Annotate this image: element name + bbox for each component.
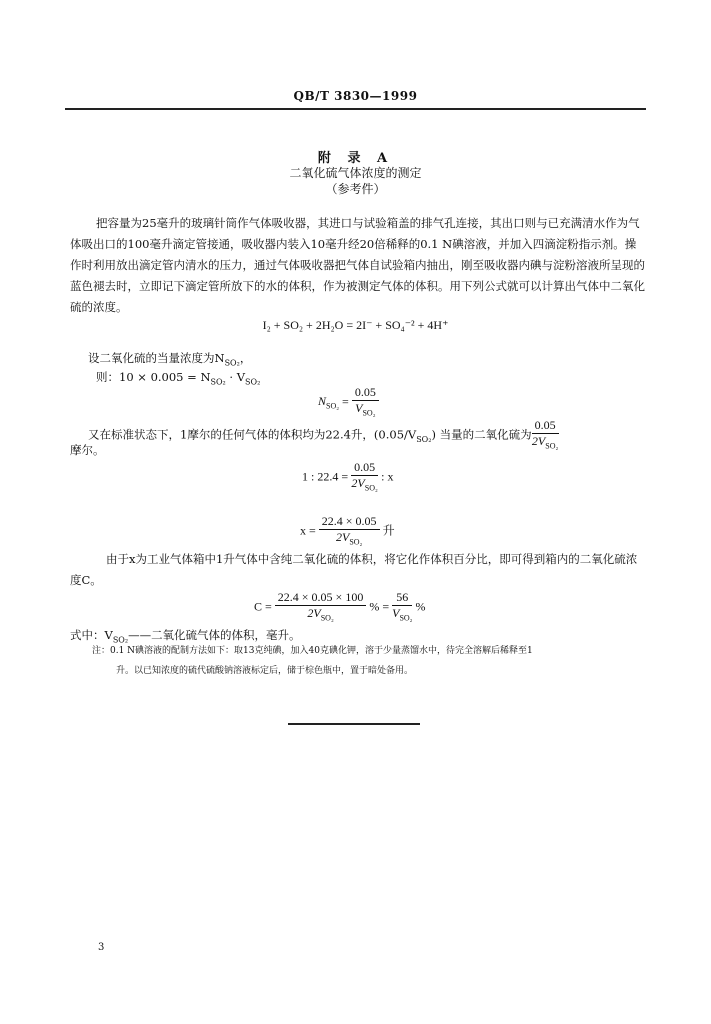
para3-text: 又在标准状态下，1摩尔的任何气体的体积均为22.4升，(0.05/V (88, 427, 417, 442)
eq4-left: x = (300, 523, 319, 538)
appendix-note: （参考件） (325, 182, 386, 196)
eq5-fraction1: $\frac{22.4 \times 0.05 \times 100}{2V_{SO_2}}$ (275, 590, 367, 625)
eq2-equals: = (339, 394, 352, 409)
para3-fraction: $\frac{0.05}{2V_{SO_2}}$ (531, 418, 559, 451)
paragraph-method: 把容量为25毫升的玻璃针筒作气体吸收器，其进口与试验箱盖的排气孔连接，其出口则与已充满清水作为气体吸出口的100毫升滴定管接通，吸收器内装入10毫升经20倍稀释的0.1 N碘溶液，并加入四滴淀粉指示剂。操作时利用放出滴定管内清水的压力，通过气体吸收器把气体自试验箱内抽出，刚至吸收器内碘与淀粉溶液所呈现的蓝色褪去时，立即记下滴定管所放下的水的体积，作为被测定气体的体积。用下列公式就可以计算出气体中二氧化硫的浓度。 (70, 216, 645, 314)
note-line-1: 注：0.1 N碘溶液的配制方法如下：取13克纯碘，加入40克碘化钾，溶于少量蒸馏水中，待完全溶解后稀释至1 (92, 646, 533, 656)
line3-sub2: SO₂ (245, 377, 261, 387)
where-sub: SO₂ (112, 635, 129, 645)
appendix-subtitle: 二氧化硫气体浓度的测定 (289, 166, 422, 180)
equation-concentration (254, 590, 425, 625)
line3-sub1: SO₂ (210, 377, 226, 387)
para3-mid: ) 当量的二氧化硫为 (431, 427, 532, 442)
equation-x (300, 514, 395, 549)
where-rest: ——二氧化硫气体的体积，毫升。 (128, 628, 301, 642)
standard-code: QB/T 3830—1999 (293, 89, 418, 103)
line2-text: 设二氧化硫的当量浓度为N (88, 351, 225, 365)
end-rule (288, 723, 420, 725)
paragraph-concentration: 由于x为工业气体箱中1升气体中含纯二氧化硫的体积，将它化作体积百分比，即可得到箱内的二氧化硫浓度C。 (70, 552, 638, 587)
page-number: 3 (98, 942, 105, 953)
where-prefix: 式中：V (70, 628, 113, 642)
paragraph-molar-volume (88, 418, 648, 453)
line2-end: ， (239, 351, 252, 365)
eq3-fraction: $\frac{0.05}{2V_{SO_2}}$ (351, 460, 378, 493)
eq2-fraction: $\frac{0.05}{V_{SO_2}}$ (352, 385, 379, 420)
line-then (96, 369, 260, 386)
eq5-right: % (412, 599, 426, 614)
eq5-fraction2: $\frac{56}{V_{SO_2}}$ (392, 590, 413, 623)
header-rule (65, 108, 646, 110)
eq5-mid: % = (366, 599, 393, 614)
appendix-title: 附 录 A (317, 151, 394, 166)
eq4-fraction: $\frac{22.4 \times 0.05}{2V_{SO_2}}$ (319, 514, 380, 549)
line3-mid: · V (225, 370, 246, 384)
line2-sub: SO₂ (224, 358, 240, 368)
line-define-normality (88, 350, 251, 367)
line3-expr: 10 × 0.005 = N (119, 370, 211, 384)
line3-prefix: 则： (96, 370, 119, 384)
equation-normality (318, 385, 379, 420)
equation-proportion (302, 460, 393, 495)
eq3-left: 1 : 22.4 = (302, 469, 352, 484)
reaction-equation: I₂ + SO₂ + 2H₂O = 2I⁻ + SO₄⁻² + 4H⁺ (262, 318, 449, 332)
eq5-left: C = (254, 599, 275, 614)
eq4-right: 升 (379, 523, 395, 538)
eq3-right: : x (378, 469, 394, 484)
eq2-lhs: $N_{SO_2}$ (318, 394, 340, 411)
note-line-2: 升。以已知浓度的硫代硫酸钠溶液标定后，储于棕色瓶中，置于暗处备用。 (116, 666, 414, 676)
para3-end: 摩尔。 (70, 443, 105, 457)
para3-sub: SO₂ (416, 435, 432, 444)
